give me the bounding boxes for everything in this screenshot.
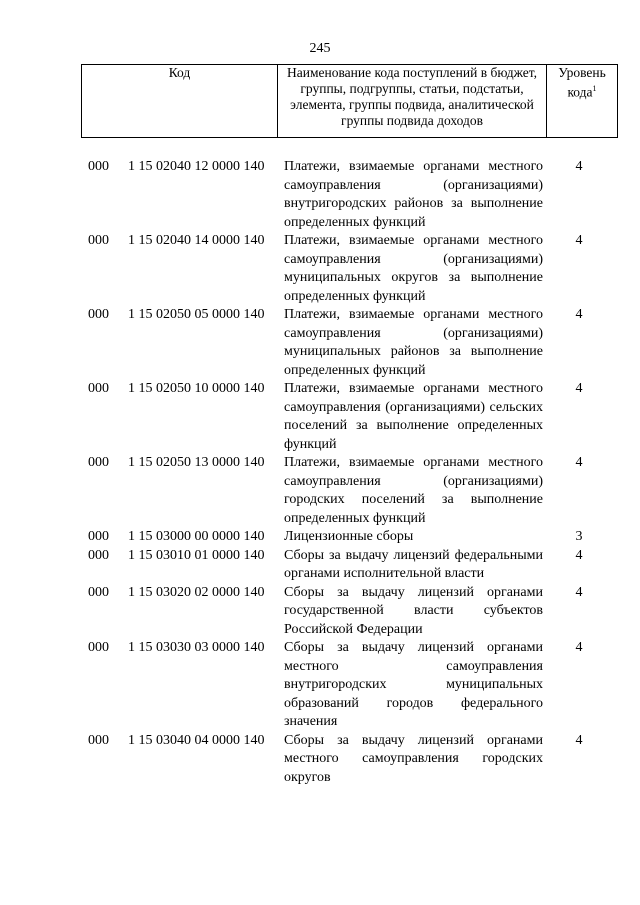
row-admin-code: 000 [88,381,109,396]
header-code: Код [82,65,278,138]
row-admin-code: 000 [88,584,109,600]
table-row [81,528,609,547]
row-level: 3 [575,529,583,544]
row-admin-code: 000 [88,547,109,563]
row-name: Сборы за выдачу лицензий органами государственной власти субъектов Российской Федерации [284,584,543,637]
table-row [81,232,609,306]
table-row [81,732,609,788]
row-admin-code: 000 [88,640,109,655]
row-name: Платежи, взимаемые органами местного самоуправления (организациями) городских поселений за выполнение определенных функций [284,455,543,526]
row-name: Лицензионные сборы [284,529,414,544]
row-level: 4 [575,732,583,748]
row-admin-code: 000 [88,455,109,470]
row-name: Сборы за выдачу лицензий органами местного самоуправления городских округов [284,732,543,785]
row-code: 1 15 02040 14 0000 140 [128,233,265,248]
row-name: Платежи, взимаемые органами местного самоуправления (организациями) внутригородских районов за выполнение определенных функций [284,159,543,230]
row-code: 1 15 02050 10 0000 140 [128,381,265,396]
table-row [81,639,609,732]
table-row [81,454,609,528]
row-level: 4 [575,159,583,174]
row-name: Сборы за выдачу лицензий органами местного самоуправления внутригородских муниципальных образований городов федерального значения [284,640,543,729]
row-code: 1 15 03000 00 0000 140 [128,529,265,544]
row-code: 1 15 03020 02 0000 140 [128,584,265,600]
row-name: Платежи, взимаемые органами местного самоуправления (организациями) муниципальных округов за выполнение определенных функций [284,233,543,304]
row-level: 4 [575,455,583,470]
row-code: 1 15 03010 01 0000 140 [128,547,265,563]
row-code: 1 15 02050 13 0000 140 [128,455,265,470]
table-row [81,306,609,380]
row-admin-code: 000 [88,159,109,174]
table-row [81,158,609,232]
row-admin-code: 000 [88,529,109,544]
table-row [81,584,609,640]
table-header [81,64,618,138]
table-row [81,380,609,454]
header-level [547,65,618,138]
header-level-footnote: 1 [592,84,597,93]
row-code: 1 15 02040 12 0000 140 [128,159,265,174]
row-level: 4 [575,307,583,322]
header-level-label: Уровень кода [558,65,606,100]
page-number: 245 [309,41,331,56]
row-admin-code: 000 [88,307,109,322]
row-code: 1 15 02050 05 0000 140 [128,307,265,322]
table-row [81,547,609,584]
row-code: 1 15 03040 04 0000 140 [128,732,265,748]
row-level: 4 [575,584,583,600]
row-level: 4 [575,381,583,396]
row-admin-code: 000 [88,233,109,248]
row-level: 4 [575,233,583,248]
row-name: Сборы за выдачу лицензий федеральными органами исполнительной власти [284,547,543,581]
row-code: 1 15 03030 03 0000 140 [128,640,265,655]
row-name: Платежи, взимаемые органами местного самоуправления (организациями) сельских поселений за выполнение определенных функций [284,381,543,452]
row-name: Платежи, взимаемые органами местного самоуправления (организациями) муниципальных районов за выполнение определенных функций [284,307,543,378]
row-level: 4 [575,640,583,655]
row-admin-code: 000 [88,732,109,748]
table-body [81,158,609,787]
header-name: Наименование кода поступлений в бюджет, группы, подгруппы, статьи, подстатьи, элемента, группы подвида, аналитической группы подвида доходов [278,65,547,138]
row-level: 4 [575,547,583,563]
